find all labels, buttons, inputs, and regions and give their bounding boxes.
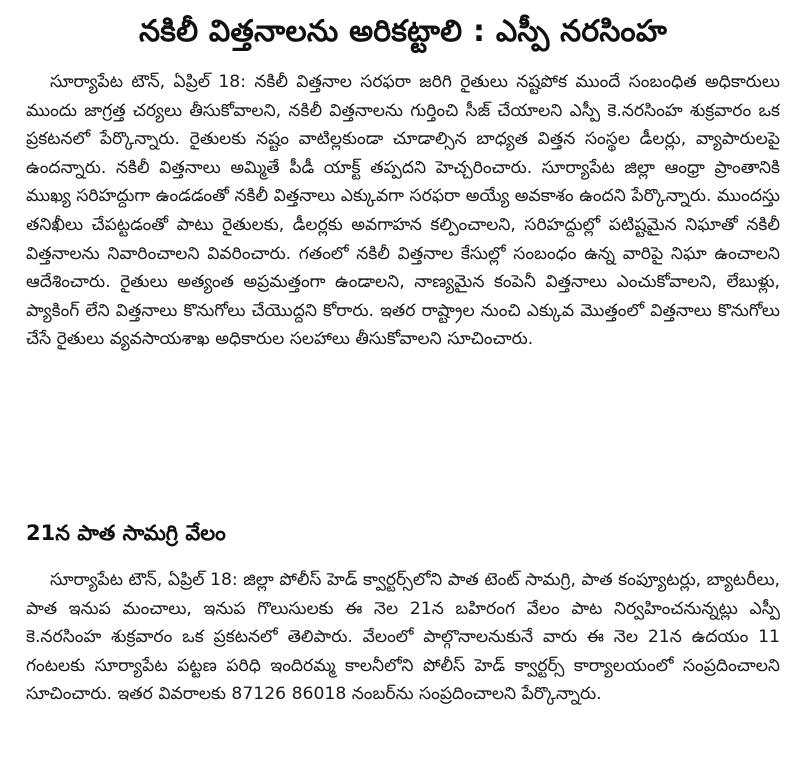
second-article-body-text: సూర్యాపేట టౌన్, ఏప్రిల్ 18: జిల్లా పోలీస్ హెడ్ క్వార్టర్స్‌లోని పాత టెంట్ సామగ్రి, పాత కంప్యూటర్లు, బ్యాటరీలు, పాత ఇనుప మంచాలు, ఇనుప గొలుసులకు ఈ నెల 21న బహిరంగ వేలం పాట నిర్వహించనున్నట్లు ఎస్పీ కె.నరసింహ శుక్రవారం ఒక ప్రకటనలో తెలిపారు. వేలంలో పాల్గొనాలనుకునే వారు ఈ నెల 21న ఉదయం 11 గంటలకు సూర్యాపేట పట్టణ పరిధి ఇందిరమ్మ కాలనీలోని పోలీస్ హెడ్ క్వార్టర్స్ కార్యాలయంలో సంప్రదించాలని సూచించారు. ఇతర వివరాలకు 87126 86018 నంబర్‌ను సంప్రదించాలని పేర్కొన్నారు. <box>26 570 780 705</box>
second-article-body-paragraph <box>26 566 780 750</box>
article-headline: నకిలీ విత్తనాలను అరికట్టాలి : ఎస్పీ నరసింహ <box>138 14 668 49</box>
second-article-headline: 21న పాత సామగ్రి వేలం <box>26 521 226 545</box>
article-body-text: సూర్యాపేట టౌన్, ఏప్రిల్ 18: నకిలీ విత్తనాల సరఫరా జరిగి రైతులు నష్టపోక ముందే సంబంధిత అధికారులు ముందు జాగ్రత్త చర్యలు తీసుకోవాలని, నకిలీ విత్తనాలను గుర్తించి సీజ్ చేయాలని ఎస్పీ కె.నరసింహ శుక్రవారం ఒక ప్రకటనలో పేర్కొన్నారు. రైతులకు నష్టం వాటిల్లకుండా చూడాల్సిన బాధ్యత విత్తన సంస్థల డీలర్లు, వ్యాపారులపై ఉందన్నారు. నకిలీ విత్తనాలు అమ్మితే పీడీ యాక్ట్ తప్పదని హెచ్చరించారు. సూర్యాపేట జిల్లా ఆంధ్రా ప్రాంతానికి ముఖ్య సరిహద్దుగా ఉండడంతో నకిలీ విత్తనాలు ఎక్కువగా సరఫరా అయ్యే అవకాశం ఉందని పేర్కొన్నారు. ముందస్తు తనిఖీలు చేపట్టడంతో పాటు రైతులకు, డీలర్లకు అవగాహన కల్పించాలని, సరిహద్దుల్లో పటిష్టమైన నిఘాతో నకిలీ విత్తనాలను నివారించాలని వివరించారు. గతంలో నకిలీ విత్తనాల కేసుల్లో సంబంధం ఉన్న వారిపై నిఘా ఉంచాలని ఆదేశించారు. రైతులు అత్యంత అప్రమత్తంగా ఉండాలని, నాణ్యమైన కంపెనీ విత్తనాలు ఎంచుకోవాలని, లేబుళ్లు, ప్యాకింగ్ లేని విత్తనాలు కొనుగోలు చేయొద్దని కోరారు. ఇతర రాష్ట్రాల నుంచి ఎక్కువ మొత్తంలో విత్తనాలు కొనుగోలు చేసే రైతులు వ్యవసాయశాఖ అధికారుల సలహాలు తీసుకోవాలని సూచించారు. <box>26 72 780 350</box>
article-body-paragraph <box>26 68 780 500</box>
